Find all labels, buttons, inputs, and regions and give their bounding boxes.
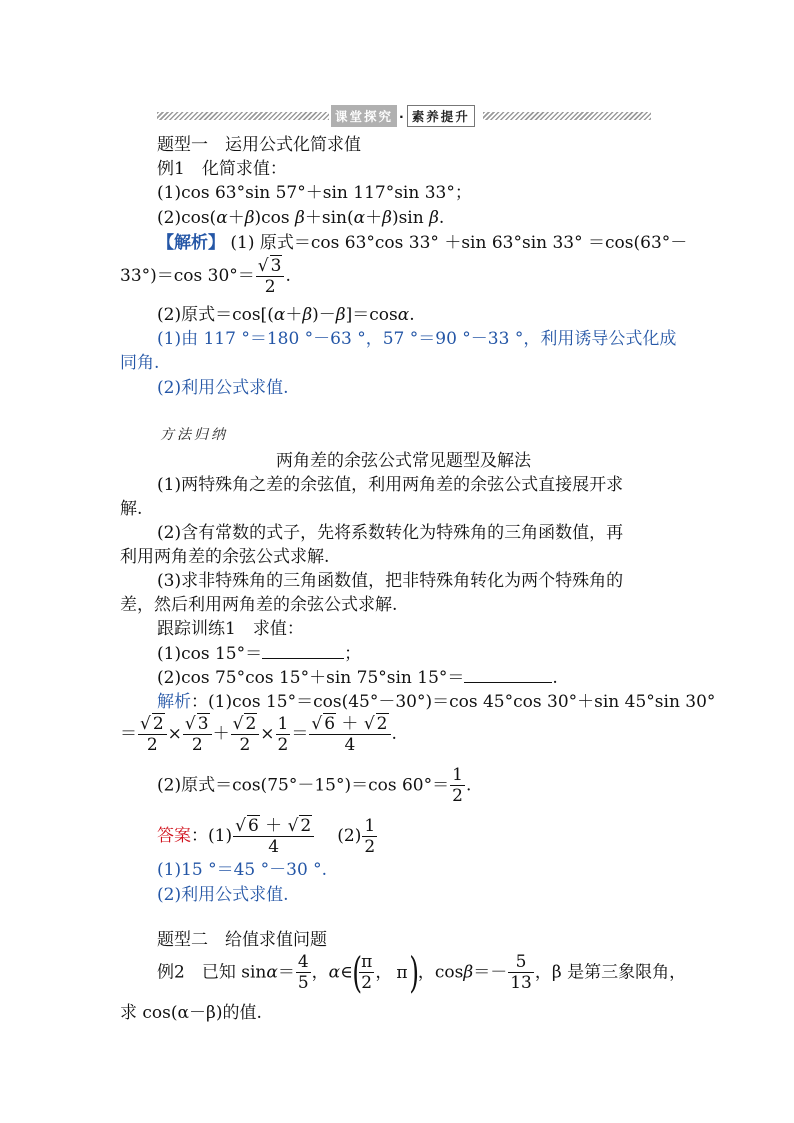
banner-right-label: 素养提升 [407,105,475,127]
training-solution-line2: ＝ $\frac{√ 2}{2}$ × $\frac{√ 3}{2}$ ＋ $\frac{√ 2}{2}$ × $\frac{1}{2}$ ＝ $\frac{√ 6 + √ 2}{4}$ . [120,713,397,755]
banner-rule-left [157,112,329,120]
training-hint1: (1)15 °＝45 °－30 °. [157,860,328,880]
training-solution-line1: 解析：(1)cos 15°＝cos(45°－30°)＝cos 45°cos 30°＋sin 45°sin 30° [157,692,716,712]
example1-q2: (2)cos(α＋β)cos β＋sin(α＋β)sin β. [157,208,445,228]
method-p1-line1: (1)两特殊角之差的余弦值，利用两角差的余弦公式直接展开求 [157,475,624,495]
answer-blank-2[interactable] [464,668,552,683]
method-title: 两角差的余弦公式常见题型及解法 [276,451,531,471]
solution1-line3: (2)原式＝cos[(α＋β)－β]＝cosα. [157,305,415,325]
method-p2-line2: 利用两角差的余弦公式求解. [120,547,330,567]
banner-left-label: 课堂探究 [331,105,397,127]
training-q2: (2)cos 75°cos 15°＋sin 75°sin 15°＝ . [157,668,558,688]
training-answer: 答案：(1) $\frac{√ 6 + √ 2}{4}$ (2) $\frac{1}{2}$ [157,815,376,857]
hint2: (2)利用公式求值. [157,378,289,398]
method-p1-line2: 解. [120,499,143,519]
hint1-line2: 同角. [120,353,160,373]
training-q1: (1)cos 15°＝ ； [157,644,362,664]
topic1-title: 题型一 运用公式化简求值 [157,135,361,155]
training-title: 跟踪训练1 求值： [157,619,304,639]
method-p3-line2: 差，然后利用两角差的余弦公式求解. [120,595,398,615]
method-tag: 方法归纳 [160,427,228,443]
answer-blank-1[interactable] [262,644,344,659]
banner-rule-right [483,112,651,120]
topic2-title: 题型二 给值求值问题 [157,930,327,950]
solution1-line1: 【解析】 (1) 原式＝cos 63°cos 33° ＋sin 63°sin 33° ＝cos(63°－ [157,233,688,253]
method-p3-line1: (3)求非特殊角的三角函数值，把非特殊角转化为两个特殊角的 [157,571,624,591]
fraction-sqrt3-over-2: $\frac{√ 3}{2}$ [256,255,285,297]
banner-dot: · [399,108,404,124]
example1-q1: (1)cos 63°sin 57°＋sin 117°sin 33°； [157,183,472,203]
example1-label: 例1 化简求值： [157,159,287,179]
solution-label: 【解析】 [157,233,225,253]
answer-label: 答案 [157,826,191,846]
method-p2-line1: (2)含有常数的式子，先将系数转化为特殊角的三角函数值，再 [157,523,624,543]
hint1-line1: (1)由 117 °＝180 °－63 °，57 °＝90 °－33 °，利用诱导公式化成 [157,329,677,349]
solution1-line2: 33°)＝cos 30°＝ $\frac{√ 3}{2}$ . [120,256,291,297]
training-hint2: (2)利用公式求值. [157,885,289,905]
training-solution-line3: (2)原式＝cos(75°－15°)＝cos 60°＝ $\frac{1}{2}$ . [157,765,472,806]
section-banner [331,106,475,126]
training-solution-label: 解析 [157,692,191,712]
example2-line1: 例2 已知 sinα＝ $\frac{4}{5}$ ，α∈( $\frac{\pi}{2}$ ， π)，cosβ＝－ $\frac{5}{13}$ ，β 是第三象限角， [157,947,687,997]
example2-line2: 求 cos(α－β)的值. [120,1003,262,1023]
